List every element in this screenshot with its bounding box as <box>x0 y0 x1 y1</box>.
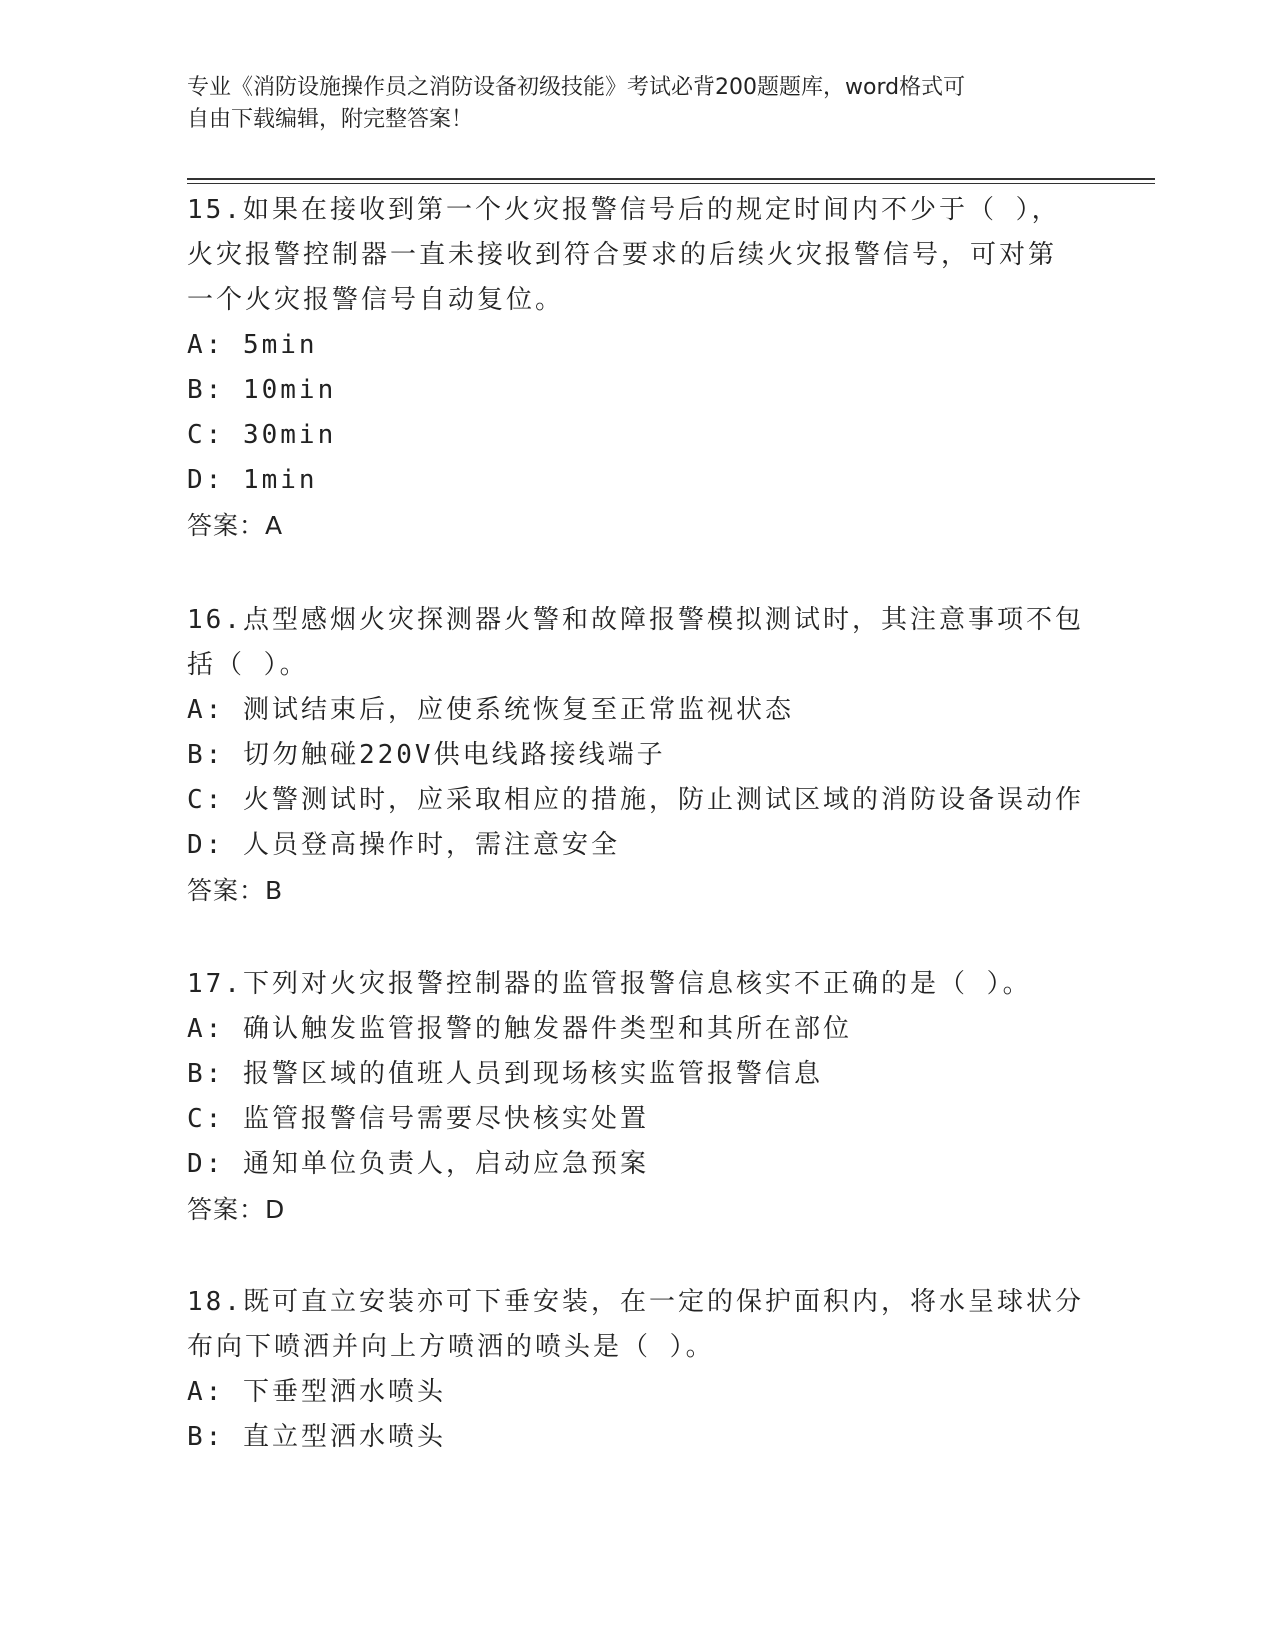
option-b: B: 报警区域的值班人员到现场核实监管报警信息 <box>187 1059 823 1089</box>
answer: 答案：A <box>187 511 284 540</box>
question-stem-line: 一个火灾报警信号自动复位。 <box>187 285 565 315</box>
option-c: C: 监管报警信号需要尽快核实处置 <box>187 1104 649 1134</box>
question-stem-line: 16.点型感烟火灾探测器火警和故障报警模拟测试时，其注意事项不包 <box>187 605 1084 635</box>
question-15 <box>187 188 1157 548</box>
question-16 <box>187 598 1157 913</box>
answer: 答案：B <box>187 876 284 905</box>
question-stem-line: 17.下列对火灾报警控制器的监管报警信息核实不正确的是（ ）。 <box>187 969 1032 999</box>
question-stem-line: 布向下喷洒并向上方喷洒的喷头是（ ）。 <box>187 1332 715 1362</box>
option-a: A: 确认触发监管报警的触发器件类型和其所在部位 <box>187 1014 852 1044</box>
option-d: D: 通知单位负责人，启动应急预案 <box>187 1149 649 1179</box>
question-stem-line: 括（ ）。 <box>187 650 309 680</box>
question-stem-line: 15.如果在接收到第一个火灾报警信号后的规定时间内不少于（ ）， <box>187 195 1061 225</box>
option-b: B: 切勿触碰220V供电线路接线端子 <box>187 740 666 770</box>
answer: 答案：D <box>187 1195 286 1224</box>
header-divider-thin <box>187 183 1155 184</box>
option-c: C: 30min <box>187 420 337 450</box>
option-a: A: 测试结束后，应使系统恢复至正常监视状态 <box>187 695 794 725</box>
option-a: A: 下垂型洒水喷头 <box>187 1377 446 1407</box>
question-stem-line: 火灾报警控制器一直未接收到符合要求的后续火灾报警信号，可对第 <box>187 240 1058 270</box>
option-b: B: 直立型洒水喷头 <box>187 1422 446 1452</box>
header-divider-thick <box>187 178 1155 180</box>
option-d: D: 人员登高操作时，需注意安全 <box>187 830 620 860</box>
question-18 <box>187 1280 1157 1460</box>
question-17 <box>187 962 1157 1232</box>
header-line-1: 专业《消防设施操作员之消防设备初级技能》考试必背200题题库，word格式可 <box>187 75 966 100</box>
option-b: B: 10min <box>187 375 337 405</box>
option-c: C: 火警测试时，应采取相应的措施，防止测试区域的消防设备误动作 <box>187 785 1084 815</box>
document-header <box>187 72 1087 136</box>
header-line-2: 自由下载编辑，附完整答案！ <box>187 107 474 132</box>
option-a: A: 5min <box>187 330 318 360</box>
option-d: D: 1min <box>187 465 318 495</box>
question-stem-line: 18.既可直立安装亦可下垂安装，在一定的保护面积内，将水呈球状分 <box>187 1287 1084 1317</box>
